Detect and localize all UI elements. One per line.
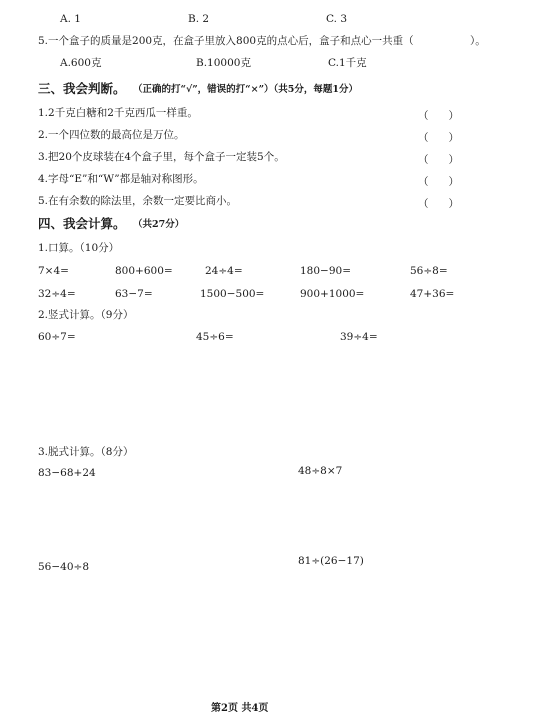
stepwise-calc-item: 48÷8×7	[298, 465, 343, 477]
judge-item-2: 2.一个四位数的最高位是万位。	[38, 129, 185, 141]
oral-calc-item: 56÷8=	[410, 265, 448, 277]
judge-item-4: 4.字母“E”和“W”都是轴对称图形。	[38, 173, 204, 185]
stepwise-calc-item: 81÷(26−17)	[298, 555, 364, 567]
q4-option-a: A. 1	[60, 13, 81, 25]
section4-note: （共27分）	[133, 219, 185, 230]
oral-calc-item: 24÷4=	[205, 265, 243, 277]
section4-title: 四、我会计算。	[38, 216, 126, 231]
answer-paren-2: （ ）	[418, 132, 459, 144]
judge-item-1: 1.2千克白糖和2千克西瓜一样重。	[38, 107, 198, 119]
q5-option-a: A.600克	[60, 57, 102, 69]
oral-calc-item: 180−90=	[300, 265, 351, 277]
stepwise-calc-item: 83−68+24	[38, 467, 96, 479]
answer-paren-1: （ ）	[418, 110, 459, 122]
q5-close-paren: ）。	[470, 35, 486, 47]
vertical-calc-item: 45÷6=	[196, 331, 234, 343]
oral-calc-item: 1500−500=	[200, 288, 265, 300]
q4-option-b: B. 2	[188, 13, 210, 25]
oral-calc-item: 900+1000=	[300, 288, 365, 300]
oral-calc-item: 63−7=	[115, 288, 153, 300]
judge-item-5: 5.在有余数的除法里，余数一定要比商小。	[38, 195, 238, 207]
oral-calc-title: 1.口算。（10分）	[38, 242, 120, 254]
answer-paren-4: （ ）	[418, 176, 459, 188]
vertical-calc-item: 39÷4=	[340, 331, 378, 343]
answer-paren-5: （ ）	[418, 198, 459, 210]
stepwise-calc-title: 3.脱式计算。（8分）	[38, 446, 134, 458]
oral-calc-item: 32÷4=	[38, 288, 76, 300]
section3-note: （正确的打“√”，错误的打“×”）（共5分，每题1分）	[133, 84, 359, 95]
section3-title: 三、我会判断。	[38, 81, 126, 96]
page-footer: 第2页 共4页	[211, 703, 269, 714]
q5-option-b: B.10000克	[196, 57, 251, 69]
oral-calc-item: 47+36=	[410, 288, 455, 300]
q4-option-c: C. 3	[326, 13, 348, 25]
vertical-calc-item: 60÷7=	[38, 331, 76, 343]
oral-calc-item: 800+600=	[115, 265, 173, 277]
oral-calc-item: 7×4=	[38, 265, 69, 277]
q5-question: 5.一个盒子的质量是200克，在盒子里放入800克的点心后，盒子和点心一共重（	[38, 35, 414, 47]
judge-item-3: 3.把20个皮球装在4个盒子里，每个盒子一定装5个。	[38, 151, 285, 163]
answer-paren-3: （ ）	[418, 154, 459, 166]
vertical-calc-title: 2.竖式计算。（9分）	[38, 309, 134, 321]
stepwise-calc-item: 56−40÷8	[38, 561, 89, 573]
q5-option-c: C.1千克	[328, 57, 367, 69]
